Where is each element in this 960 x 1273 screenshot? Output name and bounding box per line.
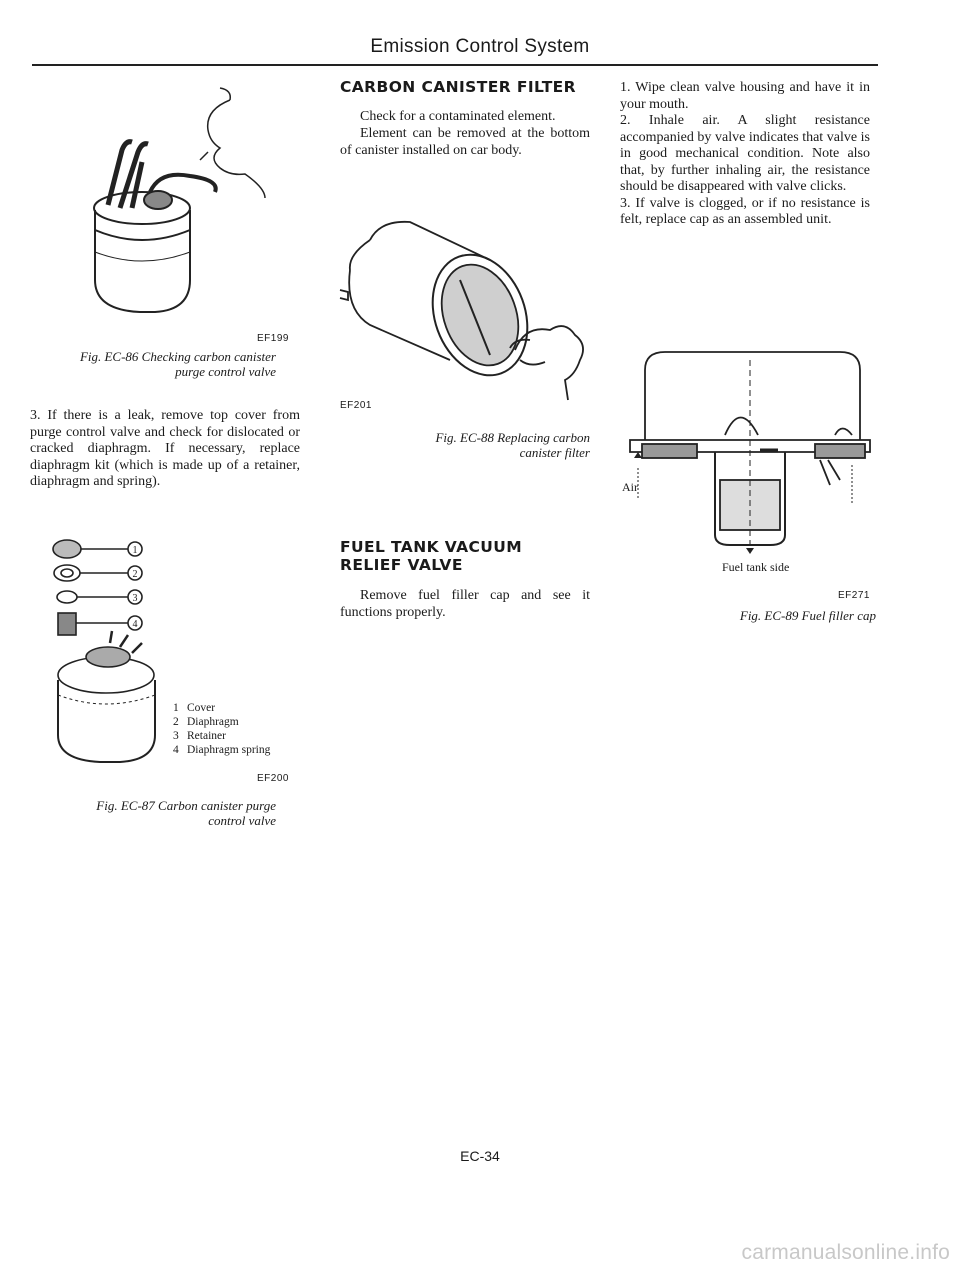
fig-ec89-code: EF271 [838,590,870,601]
section-heading-canister-filter: CARBON CANISTER FILTER [340,78,576,96]
fig-ec87-parts-list [173,701,270,757]
fig-ec87-caption-line1: Fig. EC-87 Carbon canister purge [96,798,276,813]
fig-ec87-callout-2: 2 [132,569,138,580]
fig-ec86-caption [30,349,276,379]
fig-ec88-code: EF201 [340,400,372,411]
parts-list-item: 1 Cover [173,702,216,714]
fig-ec88-illustration [340,200,595,410]
left-paragraph-step3: 3. If there is a leak, remove top cover from purge control valve and check for dislocated or cracked diaphragm. If necessary, replace diaphragm kit (which is made up of a retainer, diaphragm and spring). [30,408,300,489]
vacuum-relief-para: Remove fuel filler cap and see it functions properly. [340,588,590,620]
fig-ec86-caption-line1: Fig. EC-86 Checking carbon canister [79,349,276,364]
fig-ec87-callout-4: 4 [132,619,138,630]
parts-list-item: 3 Retainer [173,730,226,742]
fig-ec89-illustration [620,340,880,555]
step-2: 2. Inhale air. A slight resistance accompanied by valve indicates that valve is in good mechanical condition. Note also that, by further inhaling air, the resistance should be disappeared with valve clicks. [620,113,870,194]
parts-list-item: 4 Diaphragm spring [173,744,271,756]
fig-ec89-fuel-label: Fuel tank side [722,560,790,574]
fig-ec89-air-label: Air [622,480,638,494]
fig-ec86-illustration [80,80,300,320]
heading-line2: RELIEF VALVE [340,556,463,574]
heading-line1: FUEL TANK VACUUM [340,538,523,556]
canister-filter-para1: Check for a contaminated element. [360,109,556,124]
section-heading-vacuum-relief [340,538,590,574]
fig-ec87-caption-line2: control valve [208,813,276,828]
header-rule [32,64,878,66]
fig-ec87-callout-3: 3 [132,593,138,604]
fig-ec86-code: EF199 [257,333,289,344]
fig-ec89-caption: Fig. EC-89 Fuel filler cap [739,608,876,623]
fig-ec87-caption [30,798,276,828]
fig-ec87-callout-1: 1 [132,545,138,556]
fig-ec88-caption-line1: Fig. EC-88 Replacing carbon [435,430,590,445]
fig-ec86-caption-line2: purge control valve [175,364,276,379]
parts-list-item: 2 Diaphragm [173,716,239,728]
right-steps [620,80,870,229]
page-title: Emission Control System [370,36,590,57]
watermark: carmanualsonline.info [741,1241,950,1264]
step-1: 1. Wipe clean valve housing and have it in your mouth. [620,80,870,112]
fig-ec88-caption-line2: canister filter [519,445,590,460]
fig-ec87-code: EF200 [257,773,289,784]
page-number: EC-34 [460,1148,500,1164]
fig-ec88-caption [340,430,590,460]
step-3: 3. If valve is clogged, or if no resistance is felt, replace cap as an assembled unit. [620,195,870,227]
canister-filter-para2: Element can be removed at the bottom of canister installed on car body. [340,126,590,158]
